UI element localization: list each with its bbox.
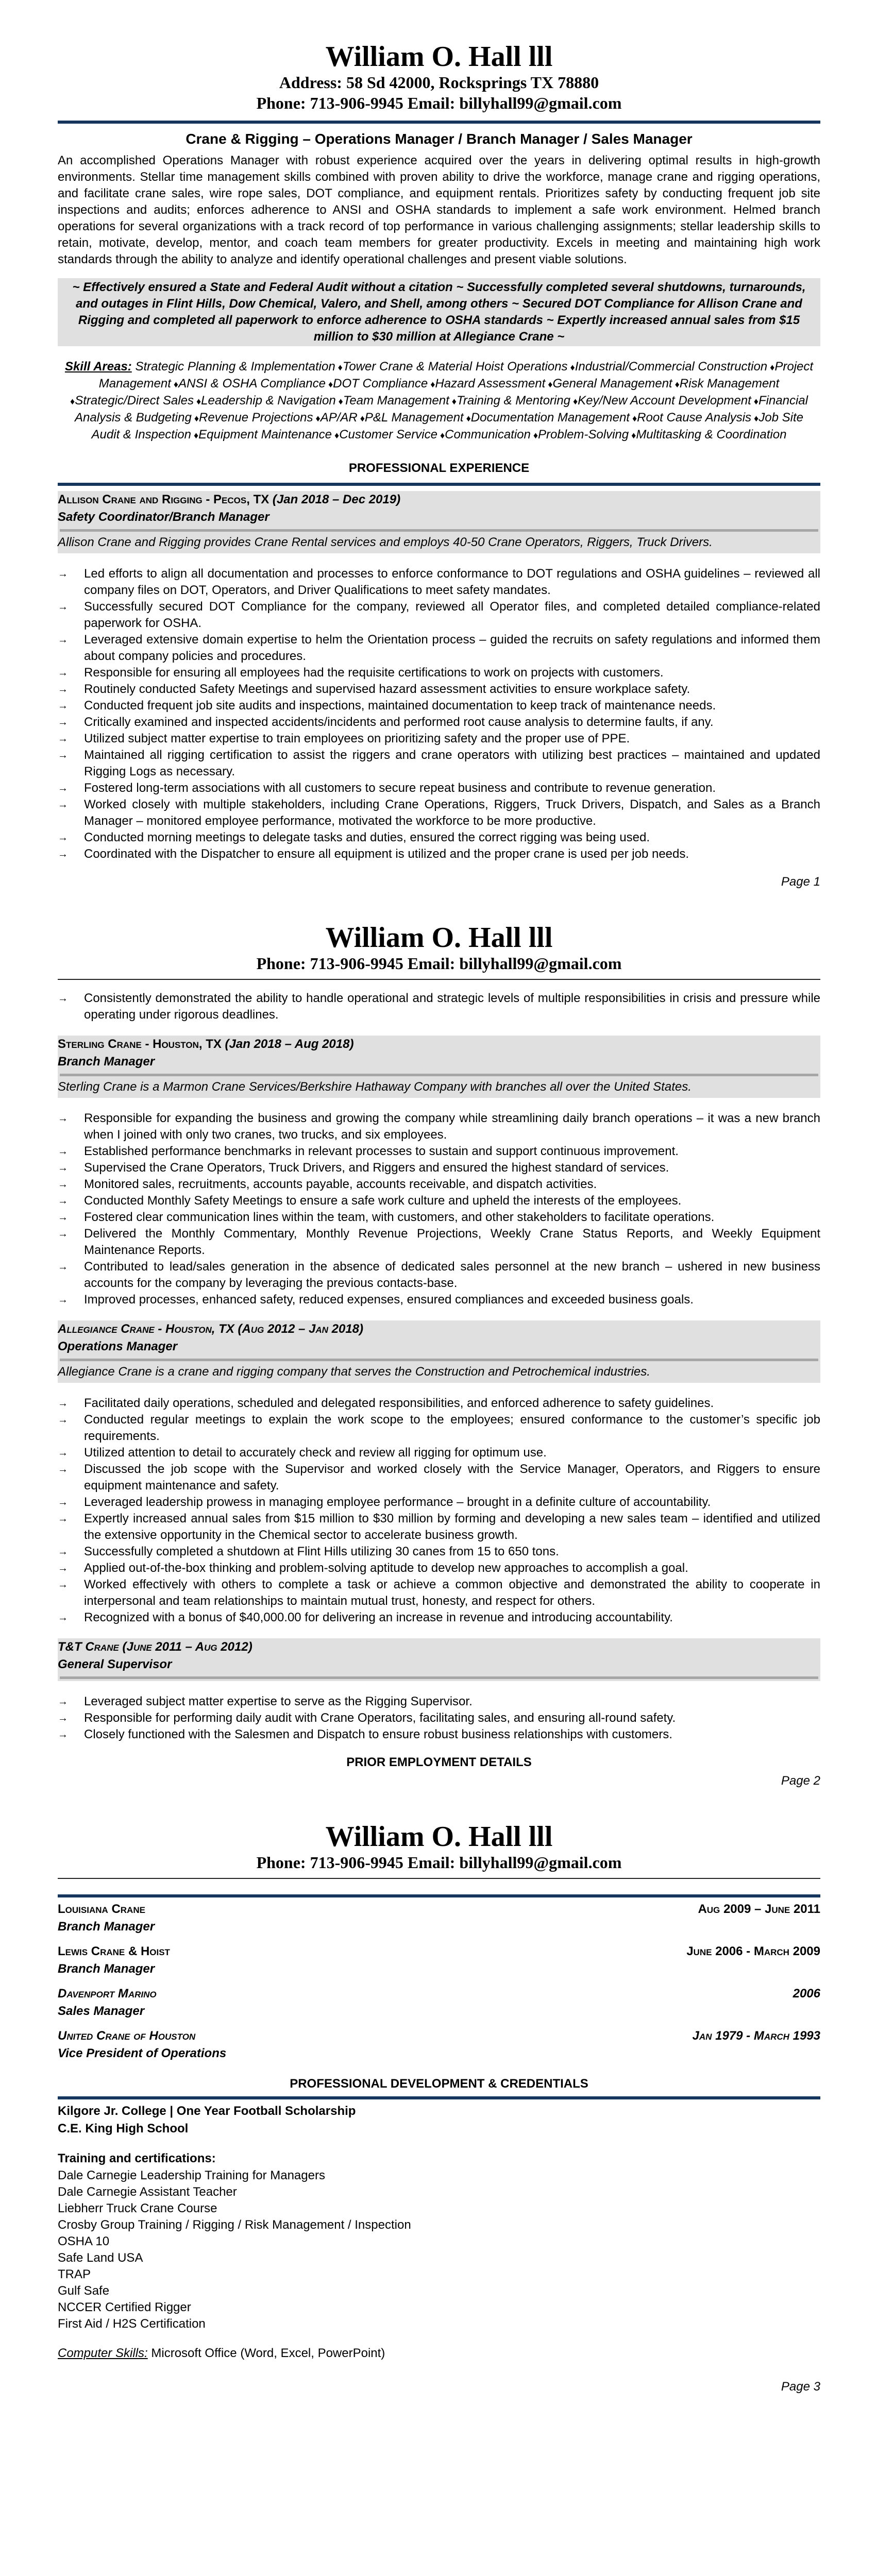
bullet-text: Responsible for ensuring all employees had the requisite certifications to work on projects with customers. xyxy=(84,666,664,680)
training-item: Crosby Group Training / Rigging / Risk Management / Inspection xyxy=(58,2218,411,2232)
prior-company: Louisiana Crane xyxy=(58,1902,145,1916)
job-bullets xyxy=(58,990,820,1023)
section-title-credentials: PROFESSIONAL DEVELOPMENT & CREDENTIALS xyxy=(290,2077,588,2091)
bullet-text: Expertly increased annual sales from $15 million to $30 million by forming and developing a new sales team – identified and utilized the extensive opportunity in the Chemical sector to accelerate business growth. xyxy=(84,1512,820,1542)
job-divider xyxy=(60,1676,818,1679)
bullet-item xyxy=(58,698,820,714)
bullet-item xyxy=(58,1494,820,1511)
job-role: Branch Manager xyxy=(58,1055,155,1069)
prior-dates: Aug 2009 – June 2011 xyxy=(698,1902,820,1916)
job-bullets xyxy=(58,566,820,862)
arrow-bullet-icon: → xyxy=(58,1513,68,1524)
job-divider xyxy=(60,1074,818,1076)
candidate-name: William O. Hall lll xyxy=(325,41,553,73)
arrow-bullet-icon: → xyxy=(58,1612,68,1623)
bullet-text: Conducted morning meetings to delegate tasks and duties, ensured the correct rigging was being used. xyxy=(84,831,650,844)
prior-company: United Crane of Houston xyxy=(58,2029,196,2043)
bullet-item xyxy=(58,731,820,747)
skill-item: ♦ Revenue Projections xyxy=(192,411,313,425)
arrow-bullet-icon: → xyxy=(58,601,68,613)
job-description: Sterling Crane is a Marmon Crane Services/Berkshire Hathaway Company with branches all over the United States. xyxy=(58,1080,692,1094)
training-item: Dale Carnegie Assistant Teacher xyxy=(58,2185,237,2199)
education xyxy=(58,2103,820,2138)
bullet-text: Facilitated daily operations, scheduled and delegated responsibilities, and enforced adherence to safety guidelines. xyxy=(84,1396,714,1410)
arrow-bullet-icon: → xyxy=(58,832,68,843)
job-dates: (Aug 2012 – Jan 2018) xyxy=(238,1322,364,1336)
skill-item: ♦ Industrial/Commercial Construction xyxy=(568,360,768,374)
job-dates: (Jan 2018 – Dec 2019) xyxy=(272,493,401,506)
skill-item: ♦ ANSI & OSHA Compliance xyxy=(171,377,326,391)
bullet-text: Worked effectively with others to complete a task or achieve a common objective and demonstrated the ability to cooperate in interpersonal and team relationships to maintain mutual trust, honesty, and respect for others. xyxy=(84,1578,820,1608)
training-item: Gulf Safe xyxy=(58,2284,110,2298)
job-bullets xyxy=(58,1693,820,1743)
contact-info: Phone: 713-906-9945 Email: billyhall99@gmail.com xyxy=(256,954,622,973)
arrow-bullet-icon: → xyxy=(58,783,68,794)
job-description: Allison Crane and Rigging provides Crane Rental services and employs 40-50 Crane Operators, Riggers, Truck Drivers. xyxy=(58,535,713,549)
contact-info: Phone: 713-906-9945 Email: billyhall99@gmail.com xyxy=(256,1853,622,1872)
job-divider xyxy=(60,529,818,532)
arrow-bullet-icon: → xyxy=(58,634,68,646)
job-company: Allegiance Crane - Houston, TX xyxy=(58,1322,234,1336)
skill-item: ♦ Customer Service xyxy=(332,428,437,442)
arrow-bullet-icon: → xyxy=(58,568,68,580)
bullet-text: Consistently demonstrated the ability to handle operational and strategic levels of multiple responsibilities in crisis and pressure while operating under rigorous deadlines. xyxy=(84,991,820,1022)
bullet-item xyxy=(58,1577,820,1609)
bullet-item xyxy=(58,1609,820,1626)
prior-role: Sales Manager xyxy=(58,2004,145,2018)
bullet-text: Delivered the Monthly Commentary, Monthly Revenue Projections, Weekly Crane Status Reports, and Weekly Equipment Maintenance Reports. xyxy=(84,1227,820,1257)
arrow-bullet-icon: → xyxy=(58,1546,68,1557)
bullet-item xyxy=(58,1193,820,1209)
job-bullets xyxy=(58,1110,820,1308)
skill-item: ♦ Root Cause Analysis xyxy=(630,411,751,425)
bullet-item xyxy=(58,747,820,780)
job-header xyxy=(58,1320,820,1383)
arrow-bullet-icon: → xyxy=(58,1294,68,1306)
bullet-item xyxy=(58,1292,820,1308)
bullet-text: Led efforts to align all documentation and processes to enforce conformance to DOT regulations and OSHA guidelines – reviewed all company files on DOT, Operators, and Driver Qualifications to meet safety mandates. xyxy=(84,567,820,597)
arrow-bullet-icon: → xyxy=(58,1447,68,1459)
skill-item: ♦ Team Management xyxy=(336,394,449,408)
arrow-bullet-icon: → xyxy=(58,993,68,1004)
skill-item: ♦ Communication xyxy=(437,428,531,442)
skill-item: ♦ P&L Management xyxy=(358,411,464,425)
job-company: Allison Crane and Rigging - Pecos, TX xyxy=(58,493,269,506)
bullet-text: Monitored sales, recruitments, accounts payable, accounts receivable, and dispatch activities. xyxy=(84,1177,597,1191)
bullet-item xyxy=(58,681,820,698)
bullet-item xyxy=(58,1110,820,1143)
bullet-item xyxy=(58,1143,820,1160)
prior-job xyxy=(58,2027,820,2062)
skill-item: ♦ Key/New Account Development xyxy=(570,394,751,408)
bullet-text: Established performance benchmarks in relevant processes to sustain and support continuous improvement. xyxy=(84,1144,679,1158)
skill-item: ♦ Leadership & Navigation xyxy=(194,394,336,408)
bullet-text: Responsible for performing daily audit with Crane Operators, facilitating sales, and ensuring all-round safety. xyxy=(84,1711,676,1725)
arrow-bullet-icon: → xyxy=(58,750,68,761)
skill-item: Strategic Planning & Implementation xyxy=(135,360,335,374)
job-role: Safety Coordinator/Branch Manager xyxy=(58,510,269,524)
arrow-bullet-icon: → xyxy=(58,1414,68,1426)
skill-item: ♦ General Management xyxy=(545,377,672,391)
arrow-bullet-icon: → xyxy=(58,1713,68,1724)
bullet-item xyxy=(58,1412,820,1445)
arrow-bullet-icon: → xyxy=(58,1579,68,1590)
bullet-item xyxy=(58,1693,820,1710)
bullet-text: Coordinated with the Dispatcher to ensure all equipment is utilized and the proper crane is used per job needs. xyxy=(84,847,689,861)
bullet-item xyxy=(58,1160,820,1176)
arrow-bullet-icon: → xyxy=(58,1195,68,1207)
bullet-item xyxy=(58,632,820,665)
computer-skills-value: Microsoft Office (Word, Excel, PowerPoint) xyxy=(147,2346,385,2360)
prior-job xyxy=(58,1985,820,2020)
arrow-bullet-icon: → xyxy=(58,1179,68,1190)
candidate-name: William O. Hall lll xyxy=(325,1821,553,1853)
job-role: General Supervisor xyxy=(58,1657,172,1671)
skill-item: ♦ Problem-Solving xyxy=(531,428,629,442)
skill-item: ♦ AP/AR xyxy=(313,411,358,425)
prior-dates: 2006 xyxy=(793,1987,820,2001)
page-number: Page 2 xyxy=(781,1774,820,1788)
bullet-text: Conducted Monthly Safety Meetings to ensure a safe work culture and upheld the interests of the employees. xyxy=(84,1194,682,1208)
prior-company: Davenport Marino xyxy=(58,1987,157,2001)
prior-job xyxy=(58,1943,820,1978)
job-dates: (June 2011 – Aug 2012) xyxy=(122,1640,252,1654)
education-item: Kilgore Jr. College | One Year Football Scholarship xyxy=(58,2104,356,2118)
training xyxy=(58,2150,820,2332)
skill-areas-label: Skill Areas: xyxy=(64,360,132,374)
bullet-text: Conducted regular meetings to explain the work scope to the employees; ensured conformance to the customer’s specific job requirements. xyxy=(84,1413,820,1443)
bullet-text: Fostered long-term associations with all customers to secure repeat business and contribute to revenue generation. xyxy=(84,781,716,795)
section-title-experience: PROFESSIONAL EXPERIENCE xyxy=(348,461,530,475)
skill-item: ♦ Financial Analysis & Budgeting xyxy=(75,394,808,425)
training-item: Liebherr Truck Crane Course xyxy=(58,2201,217,2215)
skill-item: ♦ Risk Management xyxy=(672,377,780,391)
bullet-text: Responsible for expanding the business and growing the company while streamlining daily branch operations – it was a new branch when I joined with only two cranes, two trucks, and six employees. xyxy=(84,1111,820,1142)
skill-item: ♦ Tower Crane & Material Hoist Operations xyxy=(335,360,568,374)
arrow-bullet-icon: → xyxy=(58,1464,68,1475)
bullet-text: Fostered clear communication lines within the team, with customers, and other stakeholders to facilitate operations. xyxy=(84,1210,715,1224)
page-number: Page 3 xyxy=(781,2380,820,2394)
section-title-prior: PRIOR EMPLOYMENT DETAILS xyxy=(346,1755,532,1769)
job-role: Operations Manager xyxy=(58,1340,178,1353)
job-header xyxy=(58,1036,820,1098)
bullet-text: Worked closely with multiple stakeholders, including Crane Operations, Riggers, Truck Drivers, Dispatch, and Sales as a Branch Manager – monitored employee performance, motivated the workforce to be more productive. xyxy=(84,798,820,828)
arrow-bullet-icon: → xyxy=(58,733,68,744)
skill-item: ♦ DOT Compliance xyxy=(326,377,428,391)
skill-item: ♦ Training & Mentoring xyxy=(449,394,570,408)
job-header xyxy=(58,491,820,553)
prior-dates: Jan 1979 - March 1993 xyxy=(692,2029,820,2043)
arrow-bullet-icon: → xyxy=(58,1113,68,1124)
arrow-bullet-icon: → xyxy=(58,1696,68,1707)
arrow-bullet-icon: → xyxy=(58,1162,68,1174)
arrow-bullet-icon: → xyxy=(58,1261,68,1273)
arrow-bullet-icon: → xyxy=(58,1563,68,1574)
bullet-item xyxy=(58,1544,820,1560)
bullet-text: Utilized attention to detail to accurately check and review all rigging for optimum use. xyxy=(84,1446,547,1460)
candidate-name: William O. Hall lll xyxy=(325,922,553,954)
bullet-item xyxy=(58,780,820,796)
prior-dates: June 2006 - March 2009 xyxy=(686,1944,820,1958)
training-item: Dale Carnegie Leadership Training for Managers xyxy=(58,2168,325,2182)
skill-item: ♦ Job Site Audit & Inspection xyxy=(92,411,803,442)
bullet-text: Utilized subject matter expertise to train employees on prioritizing safety and the proper use of PPE. xyxy=(84,732,630,745)
arrow-bullet-icon: → xyxy=(58,849,68,860)
job-dates: (Jan 2018 – Aug 2018) xyxy=(225,1037,354,1051)
bullet-item xyxy=(58,1176,820,1193)
bullet-text: Discussed the job scope with the Supervisor and worked closely with the Service Manager, Operators, and Riggers to ensure equipment maintenance and safety. xyxy=(84,1462,820,1493)
bullet-item xyxy=(58,796,820,829)
summary: An accomplished Operations Manager with robust experience acquired over the years in delivering optimal results in high-growth environments. Stellar time management skills combined with proven ability to drive the workforce, manage crane and rigging operations, and facilitate crane sales, wire rope sales, DOT compliance, and equipment rentals. Prioritizes safety by conducting frequent job site inspections and audits; enforces adherence to ANSI and OSHA standards to implement a safe work environment. Helmed branch operations for several organizations with a track record of top performance in various challenging assignments; stellar leadership skills to retain, motivate, develop, mentor, and coach team members for greater productivity. Excels in meeting and maintaining high work standards through the ability to analyze and identify operational challenges and present viable solutions. xyxy=(58,154,820,266)
prior-company: Lewis Crane & Hoist xyxy=(58,1944,170,1958)
bullet-item xyxy=(58,829,820,846)
bullet-item xyxy=(58,1445,820,1461)
bullet-item xyxy=(58,714,820,731)
training-item: NCCER Certified Rigger xyxy=(58,2300,191,2314)
arrow-bullet-icon: → xyxy=(58,799,68,810)
arrow-bullet-icon: → xyxy=(58,700,68,711)
bullet-text: Successfully secured DOT Compliance for the company, reviewed all Operator files, and completed detailed compliance-related paperwork for OSHA. xyxy=(84,600,820,630)
bullet-text: Maintained all rigging certification to assist the riggers and crane operators with utilizing best practices – maintained and updated Rigging Logs as necessary. xyxy=(84,748,820,778)
bullet-item xyxy=(58,1710,820,1726)
bullet-item xyxy=(58,1726,820,1743)
prior-role: Branch Manager xyxy=(58,1920,155,1934)
skill-item: ♦ Documentation Management xyxy=(464,411,630,425)
education-item: C.E. King High School xyxy=(58,2122,189,2136)
arrow-bullet-icon: → xyxy=(58,1228,68,1240)
bullet-text: Leveraged leadership prowess in managing employee performance – brought in a definite culture of accountability. xyxy=(84,1495,711,1509)
prior-role: Vice President of Operations xyxy=(58,2046,227,2060)
bullet-item xyxy=(58,665,820,681)
skill-item: ♦ Hazard Assessment xyxy=(428,377,545,391)
training-item: TRAP xyxy=(58,2267,91,2281)
job-description: Allegiance Crane is a crane and rigging company that serves the Construction and Petrochemical industries. xyxy=(58,1365,650,1379)
bullet-text: Contributed to lead/sales generation in the absence of dedicated sales personnel at the new branch – ushered in new business accounts for the company by leveraging the previous contacts-base. xyxy=(84,1260,820,1290)
bullet-item xyxy=(58,1259,820,1292)
computer-skills xyxy=(58,2345,820,2362)
highlights-box: ~ Effectively ensured a State and Federal Audit without a citation ~ Successfully completed several shutdowns, turnarounds, and outages in Flint Hills, Dow Chemical, Valero, and Shell, among others ~ Secured DOT Compliance for Allison Crane and Rigging and completed all paperwork to enforce adherence to OSHA standards ~ Expertly increased annual sales from $15 million to $30 million at Allegiance Crane ~ xyxy=(58,278,820,346)
bullet-text: Recognized with a bonus of $40,000.00 for delivering an increase in revenue and introducing accountability. xyxy=(84,1611,673,1624)
arrow-bullet-icon: → xyxy=(58,1497,68,1508)
arrow-bullet-icon: → xyxy=(58,1146,68,1157)
skill-item: ♦ Strategic/Direct Sales xyxy=(70,394,194,408)
page-number: Page 1 xyxy=(781,875,820,889)
arrow-bullet-icon: → xyxy=(58,1212,68,1223)
bullet-text: Closely functioned with the Salesmen and Dispatch to ensure robust business relationships with customers. xyxy=(84,1727,672,1741)
arrow-bullet-icon: → xyxy=(58,684,68,695)
bullet-item xyxy=(58,1395,820,1412)
contact-info: Phone: 713-906-9945 Email: billyhall99@gmail.com xyxy=(256,94,622,112)
training-item: OSHA 10 xyxy=(58,2234,110,2248)
skill-item: ♦ Project Management xyxy=(99,360,813,391)
bullet-item xyxy=(58,566,820,599)
skill-areas xyxy=(58,359,820,444)
job-header xyxy=(58,1638,820,1681)
arrow-bullet-icon: → xyxy=(58,1398,68,1409)
bullet-item xyxy=(58,990,820,1023)
bullet-text: Improved processes, enhanced safety, reduced expenses, ensured compliances and exceeded business goals. xyxy=(84,1293,694,1307)
headline: Crane & Rigging – Operations Manager / Branch Manager / Sales Manager xyxy=(186,131,693,147)
bullet-text: Applied out-of-the-box thinking and problem-solving aptitude to develop new approaches to accomplish a goal. xyxy=(84,1561,688,1575)
computer-skills-label: Computer Skills: xyxy=(58,2346,148,2360)
address: Address: 58 Sd 42000, Rocksprings TX 78880 xyxy=(279,73,599,92)
bullet-item xyxy=(58,1560,820,1577)
bullet-item xyxy=(58,1461,820,1494)
skill-item: ♦ Multitasking & Coordination xyxy=(629,428,786,442)
arrow-bullet-icon: → xyxy=(58,667,68,679)
bullet-item xyxy=(58,599,820,632)
arrow-bullet-icon: → xyxy=(58,1729,68,1740)
bullet-text: Routinely conducted Safety Meetings and supervised hazard assessment activities to ensure workplace safety. xyxy=(84,682,690,696)
job-divider xyxy=(60,1359,818,1361)
bullet-text: Critically examined and inspected accidents/incidents and performed root cause analysis to determine faults, if any. xyxy=(84,715,714,729)
training-label: Training and certifications: xyxy=(58,2151,216,2165)
training-item: First Aid / H2S Certification xyxy=(58,2317,206,2331)
skill-item: ♦ Equipment Maintenance xyxy=(191,428,332,442)
bullet-text: Successfully completed a shutdown at Flint Hills utilizing 30 canes from 15 to 650 tons. xyxy=(84,1545,559,1558)
job-company: Sterling Crane - Houston, TX xyxy=(58,1037,222,1051)
job-bullets xyxy=(58,1395,820,1626)
bullet-text: Leveraged subject matter expertise to serve as the Rigging Supervisor. xyxy=(84,1694,473,1708)
job-company: T&T Crane xyxy=(58,1640,119,1654)
training-item: Safe Land USA xyxy=(58,2251,143,2265)
prior-role: Branch Manager xyxy=(58,1962,155,1976)
bullet-item xyxy=(58,846,820,862)
bullet-text: Conducted frequent job site audits and inspections, maintained documentation to keep track of maintenance needs. xyxy=(84,699,716,713)
arrow-bullet-icon: → xyxy=(58,717,68,728)
prior-job xyxy=(58,1901,820,1936)
resume-document xyxy=(58,0,820,2406)
bullet-item xyxy=(58,1511,820,1544)
bullet-text: Leveraged extensive domain expertise to helm the Orientation process – guided the recruits on safety regulations and informed them about company policies and procedures. xyxy=(84,633,820,663)
bullet-text: Supervised the Crane Operators, Truck Drivers, and Riggers and ensured the highest standard of services. xyxy=(84,1161,669,1175)
bullet-item xyxy=(58,1209,820,1226)
bullet-item xyxy=(58,1226,820,1259)
